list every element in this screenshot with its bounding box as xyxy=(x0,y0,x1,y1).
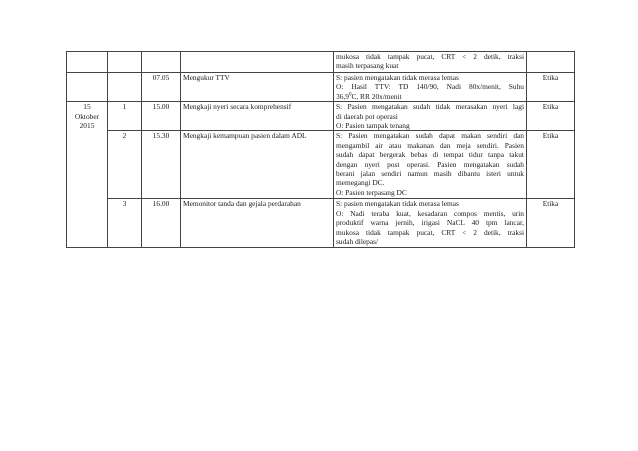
temperature-value: 36,9 xyxy=(336,91,349,101)
evaluation-line: mengambil air atau makanan dan meja sendiri. Pasien xyxy=(336,140,524,150)
evaluation-line: O: Pasien tampak tenang xyxy=(336,121,410,131)
evaluation-line: masih terpasang kuat xyxy=(336,61,399,71)
date-month: Oktober xyxy=(74,111,100,121)
evaluation-line: di daerah pot operasi xyxy=(336,111,398,121)
activity-cell: Mengukur TTV xyxy=(181,73,334,102)
number-cell xyxy=(108,73,142,102)
evaluation-line: S: pasien mengatakan tidak merasa lemas xyxy=(336,199,459,209)
activity-cell xyxy=(181,52,334,73)
activity-cell: Memonitor tanda dan gejala perdarahan xyxy=(181,199,334,248)
signature-cell: Etika xyxy=(527,131,575,199)
evaluation-line: berani jalan sendiri namun masih dibantu isteri untuk xyxy=(336,169,524,179)
signature-cell: Etika xyxy=(527,199,575,248)
evaluation-line: O: Hasil TTV: TD 140/90, Nadi 80x/menit, Suhu xyxy=(336,82,524,92)
table-row xyxy=(67,102,575,131)
evaluation-cell xyxy=(334,199,527,248)
date-cell xyxy=(67,52,108,73)
date-year: 2015 xyxy=(79,121,95,131)
table-row xyxy=(67,52,575,73)
evaluation-line xyxy=(336,92,524,101)
table-row xyxy=(67,73,575,102)
evaluation-line: sudah dapat bergerak bebas di tempat tidur tanpa takut xyxy=(336,150,524,160)
degree-superscript: 0 xyxy=(348,92,352,98)
evaluation-cell xyxy=(334,131,527,199)
evaluation-line: memegangi DC. xyxy=(336,178,385,188)
evaluation-line: mukosa tidak tampak pucat, CRT < 2 detik, traksi xyxy=(336,52,524,61)
evaluation-line: O: Nadi teraba kuat, kesadaran compos mentis, urin xyxy=(336,208,524,218)
evaluation-cell xyxy=(334,52,527,73)
table-row xyxy=(67,199,575,248)
evaluation-line: O: Pasien terpasang DC xyxy=(336,187,407,197)
temperature-unit-and-rr: C, RR 20x/menit xyxy=(351,91,402,101)
number-cell xyxy=(108,52,142,73)
evaluation-cell xyxy=(334,102,527,131)
activity-cell: Mengkaji nyeri secara komprehensif xyxy=(181,102,334,131)
nursing-implementation-table xyxy=(66,51,575,248)
evaluation-cell xyxy=(334,73,527,102)
evaluation-line: produktif warna jernih, irigasi NaCL 40 tpm lancar, xyxy=(336,218,524,228)
evaluation-line: sudah dilepas/ xyxy=(336,237,379,247)
number-cell: 3 xyxy=(108,199,142,248)
table-row xyxy=(67,131,575,199)
time-cell: 15.30 xyxy=(142,131,181,199)
activity-cell: Mengkaji kemampuan pasien dalam ADL xyxy=(181,131,334,199)
evaluation-line: mukosa tidak tampak pucat, CRT < 2 detik, traksi xyxy=(336,227,524,237)
signature-cell: Etika xyxy=(527,73,575,102)
evaluation-line: S: Pasien mengatakan sudah tidak merasakan nyeri lagi xyxy=(336,102,524,112)
time-cell: 07.05 xyxy=(142,73,181,102)
evaluation-line: S: pasien mengatakan tidak merasa lemas xyxy=(336,73,459,82)
number-cell: 1 xyxy=(108,102,142,131)
number-cell: 2 xyxy=(108,131,142,199)
date-cell xyxy=(67,73,108,102)
time-cell xyxy=(142,52,181,73)
time-cell: 15.00 xyxy=(142,102,181,131)
time-cell: 16.00 xyxy=(142,199,181,248)
date-day: 15 xyxy=(83,102,91,112)
signature-cell xyxy=(527,52,575,73)
evaluation-line: S: Pasien mengatakan sudah dapat makan sendiri dan xyxy=(336,131,524,141)
date-cell xyxy=(67,102,108,248)
signature-cell: Etika xyxy=(527,102,575,131)
evaluation-line: dengan nyeri post operasi. Pasien mengatakan sudah xyxy=(336,159,524,169)
